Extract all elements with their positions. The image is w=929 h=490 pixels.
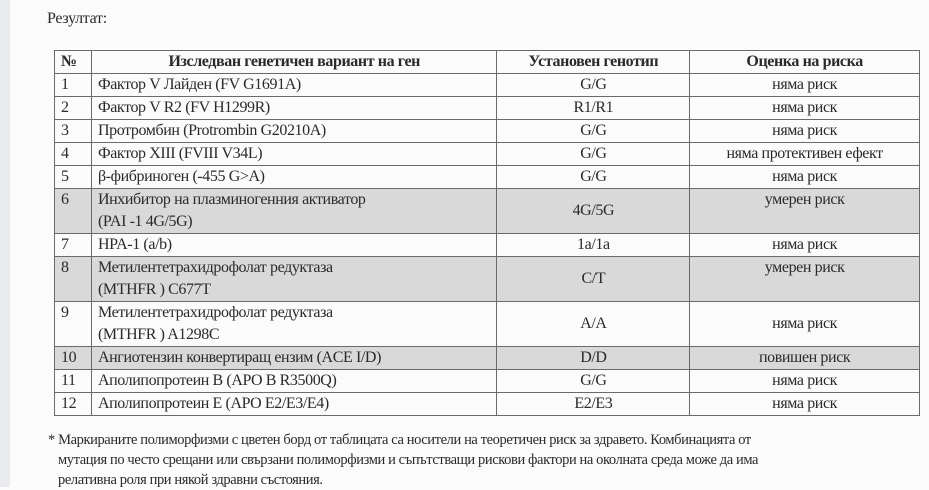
variant-cell bbox=[91, 74, 497, 97]
row-number: 2 bbox=[55, 97, 92, 120]
row-number: 11 bbox=[55, 370, 92, 393]
genotype-cell: C/T bbox=[497, 257, 690, 302]
genotype-cell: G/G bbox=[497, 120, 690, 143]
variant-text: Фактор V R2 (FV H1299R) bbox=[97, 99, 270, 116]
variant-text: HPA-1 (a/b) bbox=[97, 236, 172, 253]
variant-cell bbox=[91, 189, 497, 234]
risk-cell: умерен риск bbox=[690, 189, 920, 234]
variant-text: Аполипопротеин E (APO E2/E3/E4) bbox=[97, 395, 329, 412]
variant-text: Аполипопротеин B (APO B R3500Q) bbox=[97, 372, 337, 389]
variant-text: Метилентетрахидрофолат редуктаза bbox=[97, 304, 333, 321]
footnote bbox=[48, 430, 908, 490]
table-row bbox=[55, 97, 920, 120]
row-number: 8 bbox=[55, 257, 92, 302]
footnote-line: мутация по често срещани или свързани полиморфизми и съпътстващи рискови фактори на околната среда може да има bbox=[58, 452, 759, 468]
header-variant: Изследван генетичен вариант на ген bbox=[91, 51, 497, 74]
table-row bbox=[55, 302, 920, 347]
genotype-cell: 4G/5G bbox=[497, 189, 690, 234]
header-risk: Оценка на риска bbox=[690, 51, 920, 74]
row-number: 4 bbox=[55, 143, 92, 166]
risk-cell: няма риск bbox=[690, 370, 920, 393]
variant-text: Фактор V Лайден (FV G1691A) bbox=[97, 76, 301, 93]
variant-cell bbox=[91, 370, 497, 393]
risk-cell: умерен риск bbox=[690, 257, 920, 302]
table-row bbox=[55, 120, 920, 143]
row-number: 6 bbox=[55, 189, 92, 234]
risk-cell: няма протективен ефект bbox=[690, 143, 920, 166]
genotype-cell: E2/E3 bbox=[497, 393, 690, 416]
variant-cell bbox=[91, 97, 497, 120]
variant-cell bbox=[91, 302, 497, 347]
risk-cell: няма риск bbox=[690, 393, 920, 416]
table-row bbox=[55, 347, 920, 370]
variant-text: (MTHFR ) C677T bbox=[97, 281, 211, 298]
row-number: 12 bbox=[55, 393, 92, 416]
genetic-results-table bbox=[54, 50, 920, 416]
row-number: 5 bbox=[55, 166, 92, 189]
header-number: № bbox=[55, 51, 92, 74]
table-header-row bbox=[55, 51, 920, 74]
row-number: 7 bbox=[55, 234, 92, 257]
variant-cell bbox=[91, 234, 497, 257]
row-number: 9 bbox=[55, 302, 92, 347]
genotype-cell: G/G bbox=[497, 143, 690, 166]
table-row bbox=[55, 234, 920, 257]
risk-cell: повишен риск bbox=[690, 347, 920, 370]
risk-cell: няма риск bbox=[690, 166, 920, 189]
variant-text: Фактор XIII (FVIII V34L) bbox=[97, 145, 263, 162]
row-number: 1 bbox=[55, 74, 92, 97]
footnote-line: * Маркираните полиморфизми с цветен борд от таблицата са носители на теоретичен риск за здравето. Комбинацията от bbox=[48, 432, 751, 448]
genotype-cell: 1a/1a bbox=[497, 234, 690, 257]
variant-text: Ангиотензин конвертиращ ензим (ACE I/D) bbox=[97, 349, 382, 366]
table-row bbox=[55, 166, 920, 189]
genotype-cell: G/G bbox=[497, 370, 690, 393]
page-edge bbox=[0, 0, 10, 487]
variant-cell bbox=[91, 347, 497, 370]
genotype-cell: G/G bbox=[497, 166, 690, 189]
footnote-line: релативна роля при някой здравни състояния. bbox=[58, 472, 323, 488]
risk-cell: няма риск bbox=[690, 302, 920, 347]
variant-cell bbox=[91, 393, 497, 416]
variant-cell bbox=[91, 166, 497, 189]
genotype-cell: A/A bbox=[497, 302, 690, 347]
genotype-cell: G/G bbox=[497, 74, 690, 97]
variant-text: (MTHFR ) A1298C bbox=[97, 326, 220, 343]
risk-cell: няма риск bbox=[690, 74, 920, 97]
table-row bbox=[55, 74, 920, 97]
result-heading: Резултат: bbox=[47, 10, 107, 27]
variant-text: β-фибриноген (-455 G>A) bbox=[97, 168, 265, 185]
table-row bbox=[55, 393, 920, 416]
risk-cell: няма риск bbox=[690, 234, 920, 257]
variant-cell bbox=[91, 257, 497, 302]
header-genotype: Установен генотип bbox=[497, 51, 690, 74]
genotype-cell: D/D bbox=[497, 347, 690, 370]
risk-cell: няма риск bbox=[690, 120, 920, 143]
variant-text: Протромбин (Protrombin G20210A) bbox=[97, 122, 326, 139]
table-row bbox=[55, 143, 920, 166]
variant-text: (PAI -1 4G/5G) bbox=[97, 213, 193, 230]
variant-cell bbox=[91, 143, 497, 166]
table-row bbox=[55, 370, 920, 393]
table-row bbox=[55, 257, 920, 302]
risk-cell: няма риск bbox=[690, 97, 920, 120]
variant-text: Метилентетрахидрофолат редуктаза bbox=[97, 259, 333, 276]
genotype-cell: R1/R1 bbox=[497, 97, 690, 120]
row-number: 10 bbox=[55, 347, 92, 370]
variant-text: Инхибитор на плазминогенния активатор bbox=[97, 191, 366, 208]
table-row bbox=[55, 189, 920, 234]
row-number: 3 bbox=[55, 120, 92, 143]
variant-cell bbox=[91, 120, 497, 143]
